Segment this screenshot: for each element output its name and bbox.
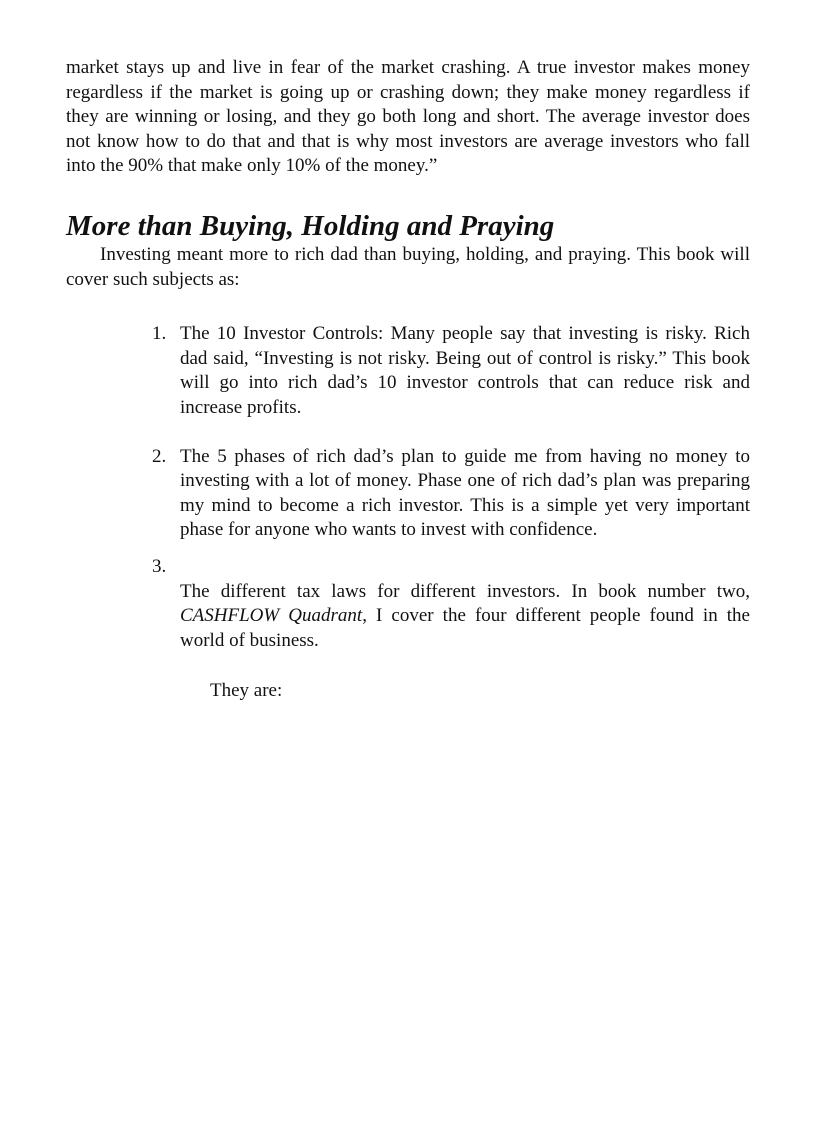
list-item-text-start: The different tax laws for different investors. In book number two, <box>180 580 750 602</box>
list-item-text: The 5 phases of rich dad’s plan to guide me from having no money to investing with a lot of money. Phase one of rich dad’s plan was preparing my mind to become a rich investor. This is a simple yet very important phase for anyone who wants to invest with confidence. <box>180 445 750 541</box>
list-item <box>152 322 750 420</box>
document-page <box>66 56 750 704</box>
list-item-number: 3. <box>152 555 167 577</box>
intro-paragraph: market stays up and live in fear of the market crashing. A true investor makes money regardless if the market is going up or crashing down; they make money regardless if they are winning or losing, and they go both long and short. The average investor does not know how to do that and that is why most investors are average investors who fall into the 90% that make only 10% of the money.” <box>66 57 750 177</box>
they-are-line: They are: <box>210 680 283 702</box>
section-heading: More than Buying, Holding and Praying <box>66 209 555 242</box>
list-item-text-end: , I cover the four different people found in the world of business. <box>180 605 750 651</box>
subjects-list <box>66 322 750 704</box>
list-item-text <box>180 555 750 653</box>
list-item <box>152 555 750 704</box>
list-item <box>152 445 750 543</box>
list-item-text: The 10 Investor Controls: Many people say that investing is risky. Rich dad said, “Investing is not risky. Being out of control is risky.” This book will go into rich dad’s 10 investor controls that can reduce risk and increase profits. <box>180 323 750 418</box>
section-lead-paragraph: Investing meant more to rich dad than buying, holding, and praying. This book will cover such subjects as: <box>66 243 750 290</box>
list-item-number: 1. <box>152 323 167 345</box>
list-item-number: 2. <box>152 445 167 467</box>
book-title: CASHFLOW Quadrant <box>180 605 363 627</box>
